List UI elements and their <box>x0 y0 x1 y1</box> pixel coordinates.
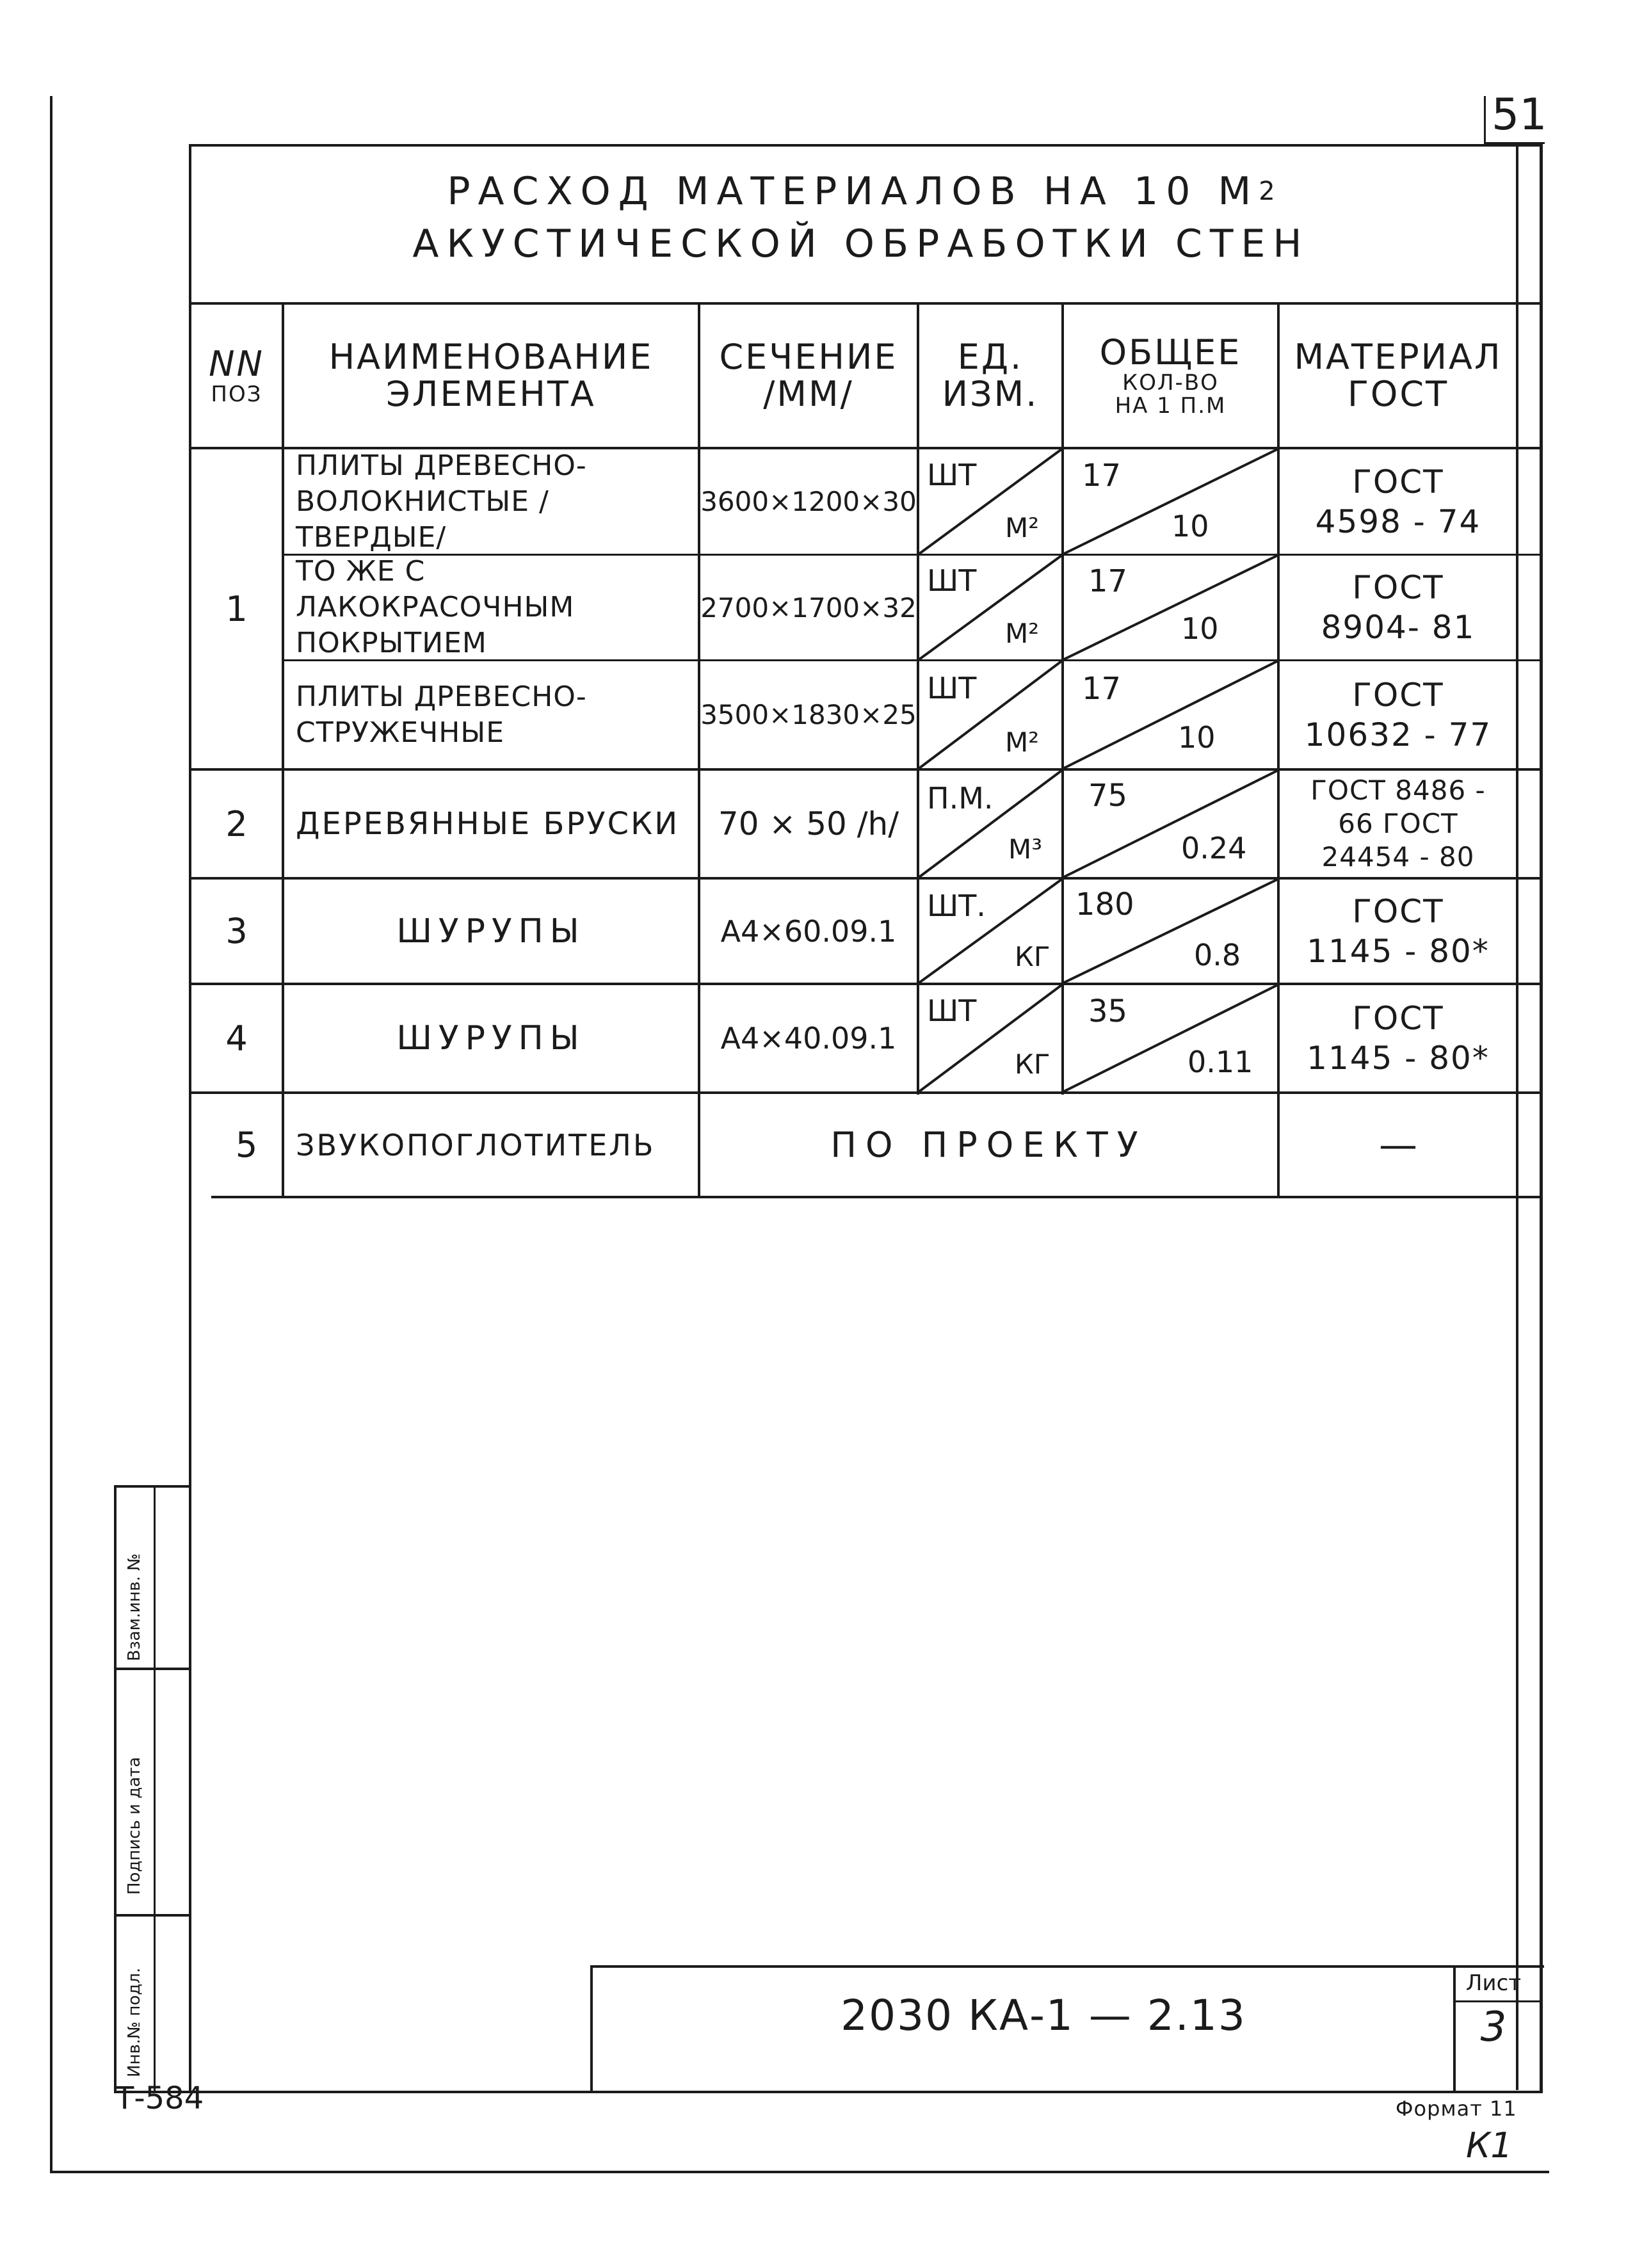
side-stamp-inner-line <box>154 1485 156 2093</box>
name-row-1b: ТО ЖЕ С ЛАКОКРАСОЧНЫМ ПОКРЫТИЕМ <box>296 555 575 659</box>
section-row-1b: 2700×1700×32 <box>700 591 917 623</box>
sheet-label: Лист <box>1465 1970 1522 1996</box>
section-row-2: 70 × 50 /h/ <box>718 805 899 842</box>
name-row-2: ДЕРЕВЯННЫЕ БРУСКИ <box>296 806 680 842</box>
gost-row-2: ГОСТ 8486 - 66 ГОСТ 24454 - 80 <box>1310 775 1486 873</box>
header-total-label: ОБЩЕЕ <box>1099 332 1242 373</box>
name-row-1a: ПЛИТЫ ДРЕВЕСНО-ВОЛОКНИСТЫЕ /ТВЕРДЫЕ/ <box>296 449 587 554</box>
side-label-original-inventory: Инв.№ подл. <box>125 1967 144 2077</box>
header-pos-sub: ПОЗ <box>211 382 262 407</box>
qty-top-1b: 17 <box>1088 563 1128 599</box>
unit-top-2: П.М. <box>927 781 994 816</box>
corner-mark: К1 <box>1466 2125 1513 2166</box>
gost-row-3: ГОСТ 1145 - 80* <box>1307 892 1490 970</box>
qty-bottom-3: 0.8 <box>1194 938 1241 972</box>
title-superscript: 2 <box>1259 177 1275 206</box>
side-label-replaced-inventory: Взам.инв. № <box>125 1553 144 1661</box>
unit-bottom-2: М³ <box>1008 833 1043 865</box>
pos-row-2: 2 <box>225 803 248 844</box>
qty-bottom-1b: 10 <box>1181 611 1219 646</box>
qty-bottom-2: 0.24 <box>1181 831 1247 865</box>
header-unit: ЕД. ИЗМ. <box>942 337 1039 414</box>
qty-bottom-4: 0.11 <box>1187 1045 1253 1079</box>
project-note: ПО ПРОЕКТУ <box>830 1125 1147 1165</box>
sheet-number: 3 <box>1480 2004 1507 2051</box>
unit-top-1a: ШТ <box>927 458 977 492</box>
unit-top-1c: ШТ <box>927 671 977 705</box>
header-section: СЕЧЕНИЕ /ММ/ <box>719 337 898 414</box>
page-number: 51 <box>1492 90 1547 140</box>
stamp-sheet-label-line <box>1453 2000 1543 2002</box>
qty-top-4: 35 <box>1088 993 1128 1029</box>
pos-group-1: 1 <box>225 588 248 629</box>
side-stamp-left-line <box>114 1485 117 2093</box>
qty-top-2: 75 <box>1088 778 1128 814</box>
document-code: 2030 КА-1 — 2.13 <box>841 1991 1246 2040</box>
unit-bottom-4: КГ <box>1015 1049 1050 1080</box>
unit-top-1b: ШТ <box>927 563 977 598</box>
unit-bottom-1b: М² <box>1005 618 1040 649</box>
stamp-left-line <box>590 1965 593 2093</box>
stamp-sheet-divider <box>1453 1965 1456 2093</box>
gost-row-5: — <box>1379 1122 1417 1168</box>
side-stamp-divider-1 <box>114 1668 191 1670</box>
section-row-4: А4×40.09.1 <box>720 1021 897 1056</box>
section-row-1a: 3600×1200×30 <box>700 486 917 517</box>
pos-row-5: 5 <box>235 1125 258 1165</box>
qty-top-3: 180 <box>1075 887 1134 922</box>
unit-top-3: ШТ. <box>927 889 986 923</box>
name-row-4: ШУРУПЫ <box>396 1019 586 1058</box>
unit-top-4: ШТ <box>927 993 977 1028</box>
section-row-3: А4×60.09.1 <box>720 913 897 949</box>
gost-row-4: ГОСТ 1145 - 80* <box>1307 1000 1490 1077</box>
header-material: МАТЕРИАЛ ГОСТ <box>1294 337 1502 414</box>
header-pos-label: NN <box>209 344 264 384</box>
unit-bottom-1c: М² <box>1005 727 1040 758</box>
stamp-top-line <box>590 1965 1544 1968</box>
name-row-1c: ПЛИТЫ ДРЕВЕСНО-СТРУЖЕЧНЫЕ <box>296 680 587 749</box>
pos-row-3: 3 <box>225 911 248 951</box>
gost-row-1b: ГОСТ 8904- 81 <box>1321 569 1476 646</box>
qty-top-1c: 17 <box>1082 671 1122 707</box>
name-row-5: ЗВУКОПОГЛОТИТЕЛЬ <box>296 1127 656 1162</box>
format-label: Формат 11 <box>1396 2096 1517 2121</box>
gost-row-1c: ГОСТ 10632 - 77 <box>1304 676 1492 753</box>
section-row-1c: 3500×1830×25 <box>700 699 917 730</box>
side-label-signature-date: Подпись и дата <box>125 1757 144 1895</box>
header-total-sub: КОЛ-ВО НА 1 П.М <box>1115 370 1227 419</box>
unit-bottom-1a: М² <box>1005 512 1040 543</box>
pos-row-4: 4 <box>225 1018 248 1059</box>
title-line-2: АКУСТИЧЕСКОЙ ОБРАБОТКИ СТЕН <box>412 221 1310 266</box>
header-name: НАИМЕНОВАНИЕ ЭЛЕМЕНТА <box>328 337 654 414</box>
name-row-3: ШУРУПЫ <box>396 912 586 951</box>
gost-row-1a: ГОСТ 4598 - 74 <box>1315 463 1481 540</box>
qty-bottom-1c: 10 <box>1178 720 1216 755</box>
unit-bottom-3: КГ <box>1015 941 1050 972</box>
qty-bottom-1a: 10 <box>1171 509 1209 543</box>
qty-top-1a: 17 <box>1082 458 1122 494</box>
side-stamp-divider-2 <box>114 1914 191 1917</box>
title-line-1: РАСХОД МАТЕРИАЛОВ НА 10 М <box>447 169 1259 214</box>
t-code: Т-584 <box>115 2080 204 2116</box>
side-stamp-top-line <box>114 1485 191 1488</box>
